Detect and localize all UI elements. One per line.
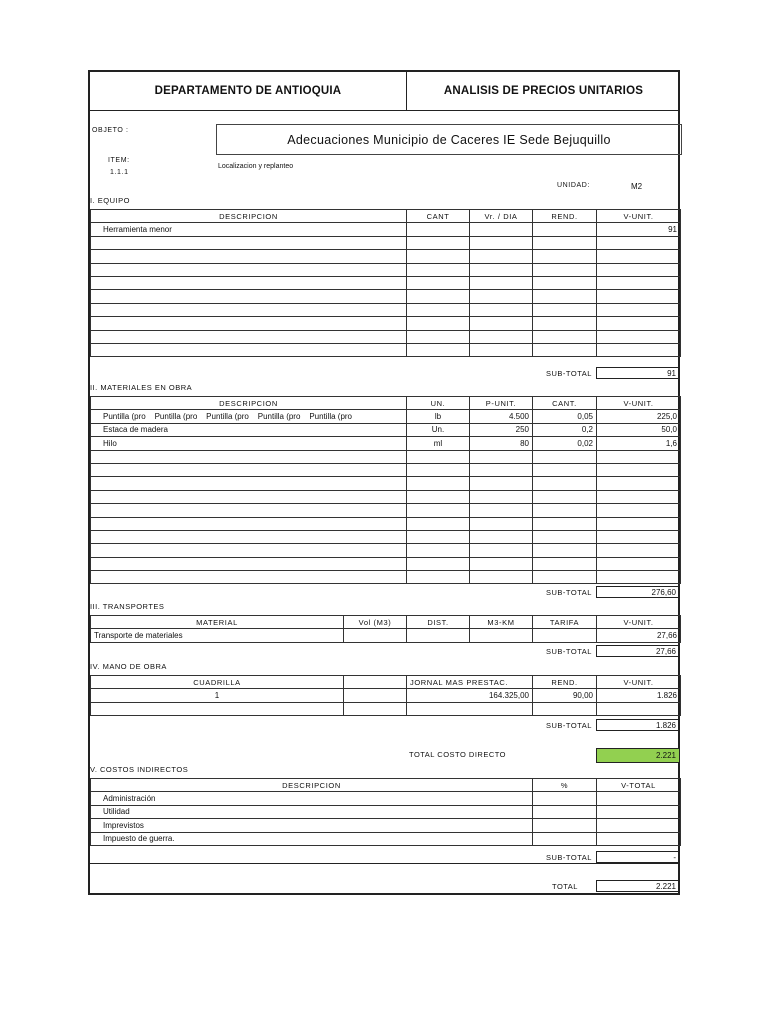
col-cant: CANT. xyxy=(533,397,597,410)
col-jornal: JORNAL MAS PRESTAC. xyxy=(407,676,533,689)
col-punit: P-UNIT. xyxy=(470,397,533,410)
total-label: TOTAL xyxy=(552,882,578,891)
mano-obra-title: IV. MANO DE OBRA xyxy=(90,662,167,671)
col-descripcion: DESCRIPCION xyxy=(91,779,533,792)
equipo-desc: Herramienta menor xyxy=(91,223,407,236)
header-bottom-rule xyxy=(90,110,680,111)
col-un: UN. xyxy=(407,397,470,410)
indirectos-subtotal-label: SUB-TOTAL xyxy=(546,853,592,862)
materiales-header-row xyxy=(91,397,681,410)
col-vunit: V-UNIT. xyxy=(597,397,681,410)
materiales-title: II. MATERIALES EN OBRA xyxy=(90,383,193,392)
transportes-table xyxy=(90,615,681,643)
indirectos-header-row xyxy=(91,779,681,792)
col-vunit: V-UNIT. xyxy=(597,210,681,223)
table-row xyxy=(91,250,681,263)
table-row: Utilidad xyxy=(91,805,681,818)
table-row: Administración xyxy=(91,792,681,805)
table-row xyxy=(91,303,681,316)
col-vunit: V-UNIT. xyxy=(597,676,681,689)
col-vunit: V-UNIT. xyxy=(597,616,681,629)
total-directo-label: TOTAL COSTO DIRECTO xyxy=(409,750,507,759)
table-row xyxy=(91,702,681,715)
col-vr-dia: Vr. / DIA xyxy=(470,210,533,223)
table-row: Hilo ml 80 0,02 1,6 xyxy=(91,437,681,450)
table-row: Transporte de materiales 27,66 xyxy=(91,629,681,642)
materiales-subtotal: 276,60 xyxy=(596,586,680,598)
unidad-label: UNIDAD: xyxy=(557,182,590,189)
equipo-vunit: 91 xyxy=(597,223,681,236)
table-row: Puntilla (pro Puntilla (pro Puntilla (pro Puntilla (pro Puntilla (pro lb 4.500 0,05 225,0 xyxy=(91,410,681,423)
table-row xyxy=(91,517,681,530)
materiales-subtotal-label: SUB-TOTAL xyxy=(546,588,592,597)
mano-obra-table xyxy=(90,675,681,716)
table-row: Impuesto de guerra. xyxy=(91,832,681,845)
col-m3km: M3-KM xyxy=(470,616,533,629)
table-row xyxy=(91,450,681,463)
transportes-subtotal: 27,66 xyxy=(596,645,680,657)
apu-sheet xyxy=(88,70,680,895)
transportes-subtotal-label: SUB-TOTAL xyxy=(546,647,592,656)
department-title: DEPARTAMENTO DE ANTIOQUIA xyxy=(154,85,342,97)
item-number: 1.1.1 xyxy=(110,169,129,176)
col-tarifa: TARIFA xyxy=(533,616,597,629)
table-row xyxy=(91,557,681,570)
objeto-value: Adecuaciones Municipio de Caceres IE Sede Bejuquillo xyxy=(216,124,682,155)
table-row xyxy=(91,463,681,476)
mano-obra-subtotal: 1.826 xyxy=(596,719,680,731)
mano-obra-header-row xyxy=(91,676,681,689)
transportes-header-row xyxy=(91,616,681,629)
indirectos-table xyxy=(90,778,681,846)
col-vtotal: V-TOTAL xyxy=(597,779,681,792)
table-row: 1 164.325,00 90,00 1.826 xyxy=(91,689,681,702)
table-row xyxy=(91,477,681,490)
col-descripcion: DESCRIPCION xyxy=(91,210,407,223)
col-rend: REND. xyxy=(533,676,597,689)
table-row: Imprevistos xyxy=(91,819,681,832)
equipo-header-row xyxy=(91,210,681,223)
table-row xyxy=(91,544,681,557)
item-description: Localizacion y replanteo xyxy=(218,163,294,170)
table-row xyxy=(91,571,681,584)
col-descripcion: DESCRIPCION xyxy=(91,397,407,410)
equipo-title: I. EQUIPO xyxy=(90,196,130,205)
table-row xyxy=(91,290,681,303)
unidad-value: M2 xyxy=(631,182,643,191)
indirectos-title: V. COSTOS INDIRECTOS xyxy=(90,765,189,774)
equipo-subtotal-label: SUB-TOTAL xyxy=(546,369,592,378)
table-row xyxy=(91,236,681,249)
table-row xyxy=(91,263,681,276)
equipo-subtotal: 91 xyxy=(596,367,680,379)
col-dist: DIST. xyxy=(407,616,470,629)
table-row: Estaca de madera Un. 250 0,2 50,0 xyxy=(91,423,681,436)
transportes-title: III. TRANSPORTES xyxy=(90,602,165,611)
table-row xyxy=(91,490,681,503)
col-cant: CANT xyxy=(407,210,470,223)
item-label: ITEM: xyxy=(108,157,130,164)
col-vol: Vol (M3) xyxy=(344,616,407,629)
analysis-title: ANALISIS DE PRECIOS UNITARIOS xyxy=(443,85,644,97)
mano-obra-subtotal-label: SUB-TOTAL xyxy=(546,721,592,730)
table-row xyxy=(91,330,681,343)
table-row xyxy=(91,276,681,289)
objeto-label: OBJETO : xyxy=(92,127,129,134)
table-row xyxy=(91,223,681,236)
total-value: 2.221 xyxy=(596,880,680,892)
table-row xyxy=(91,504,681,517)
materiales-table xyxy=(90,396,681,584)
table-row xyxy=(91,343,681,356)
total-directo-value: 2.221 xyxy=(596,748,680,763)
indirectos-subtotal: - xyxy=(596,851,680,863)
equipo-table xyxy=(90,209,681,357)
table-row xyxy=(91,317,681,330)
col-rend: REND. xyxy=(533,210,597,223)
col-pct: % xyxy=(533,779,597,792)
indirectos-bottom-rule xyxy=(90,863,680,864)
col-cuadrilla: CUADRILLA xyxy=(91,676,344,689)
table-row xyxy=(91,530,681,543)
col-material: MATERIAL xyxy=(91,616,344,629)
